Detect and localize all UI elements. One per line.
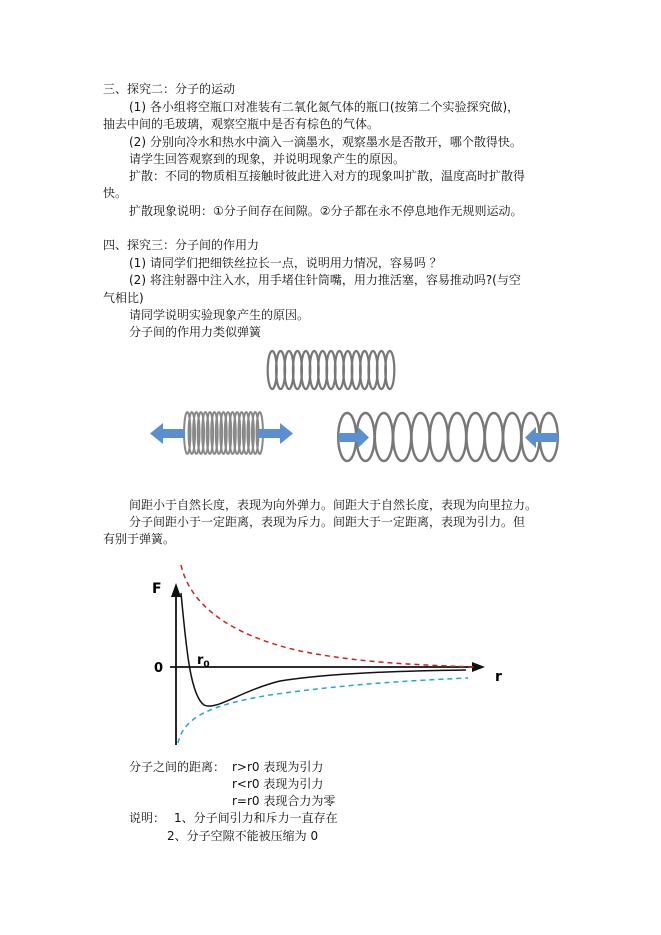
spring-text-3: 有别于弹簧。 — [103, 532, 176, 546]
note-2: 2、分子空隙不能被压缩为 0 — [167, 829, 319, 843]
distance-title: 分子之间的距离： — [129, 760, 226, 774]
force-distance-graph — [0, 555, 661, 755]
section3-p4: 扩散：不同的物质相互接触时彼此进入对方的现象叫扩散，温度高时扩散得 — [129, 169, 526, 183]
section3-p1-cont: 抽去中间的毛玻璃，观察空瓶中是否有棕色的气体。 — [103, 117, 380, 131]
spring-figure — [0, 340, 661, 480]
distance-row-2: r<r0 表现为引力 — [232, 777, 324, 791]
notes-title: 说明： — [129, 811, 166, 825]
section4-p4: 分子间的作用力类似弹簧 — [129, 325, 262, 339]
x-axis-label: r — [495, 669, 502, 685]
section4-p1: (1) 请同学们把细铁丝拉长一点，说明用力情况，容易吗 ？ — [129, 256, 442, 270]
origin-label: 0 — [154, 661, 164, 676]
section4-p2: (2) 将注射器中注入水，用手堵住针筒嘴，用力推活塞，容易推动吗?(与空 — [129, 273, 521, 287]
inward-arrow-left — [338, 427, 369, 448]
x-axis-arrow — [472, 662, 485, 672]
y-axis-label: F — [152, 581, 162, 597]
note-1: 1、分子间引力和斥力一直存在 — [174, 811, 338, 825]
section4-p2-cont: 气相比) — [103, 291, 144, 305]
attraction-curve — [178, 678, 468, 743]
section3-p1: (1) 各小组将空瓶口对准装有二氧化氮气体的瓶口(按第二个实验探究做)， — [129, 100, 520, 114]
section3-heading: 三、探究二：分子的运动 — [103, 82, 236, 96]
section3-p4-cont: 快。 — [103, 186, 128, 200]
spring-compressed — [184, 412, 263, 454]
spring-stretched — [338, 413, 558, 461]
spring-text-1: 间距小于自然长度，表现为向外弹力。间距大于自然长度，表现为向里拉力。 — [129, 498, 538, 512]
repulsion-curve — [181, 565, 475, 667]
section4-heading: 四、探究三：分子间的作用力 — [103, 238, 260, 252]
section4-p3: 请同学说明实验现象产生的原因。 — [129, 308, 310, 322]
distance-row-3: r=r0 表现合力为零 — [232, 794, 336, 808]
r0-label: $r_0$ — [197, 653, 210, 670]
section3-p3: 请学生回答观察到的现象，并说明现象产生的原因。 — [129, 152, 406, 166]
section3-p5: 扩散现象说明：①分子间存在间隙。②分子都在永不停息地作无规则运动。 — [129, 204, 523, 218]
y-axis-arrow — [171, 583, 181, 597]
section3-p2: (2) 分别向冷水和热水中滴入一滴墨水，观察墨水是否散开，哪个散得快。 — [129, 135, 522, 149]
net-force-curve — [181, 593, 466, 706]
spring-natural — [268, 351, 395, 389]
outward-arrow-left — [150, 423, 185, 444]
spring-text-2: 分子间距小于一定距离，表现为斥力。间距大于一定距离，表现为引力。但 — [129, 515, 526, 529]
distance-row-1: r>r0 表现为引力 — [232, 760, 324, 774]
